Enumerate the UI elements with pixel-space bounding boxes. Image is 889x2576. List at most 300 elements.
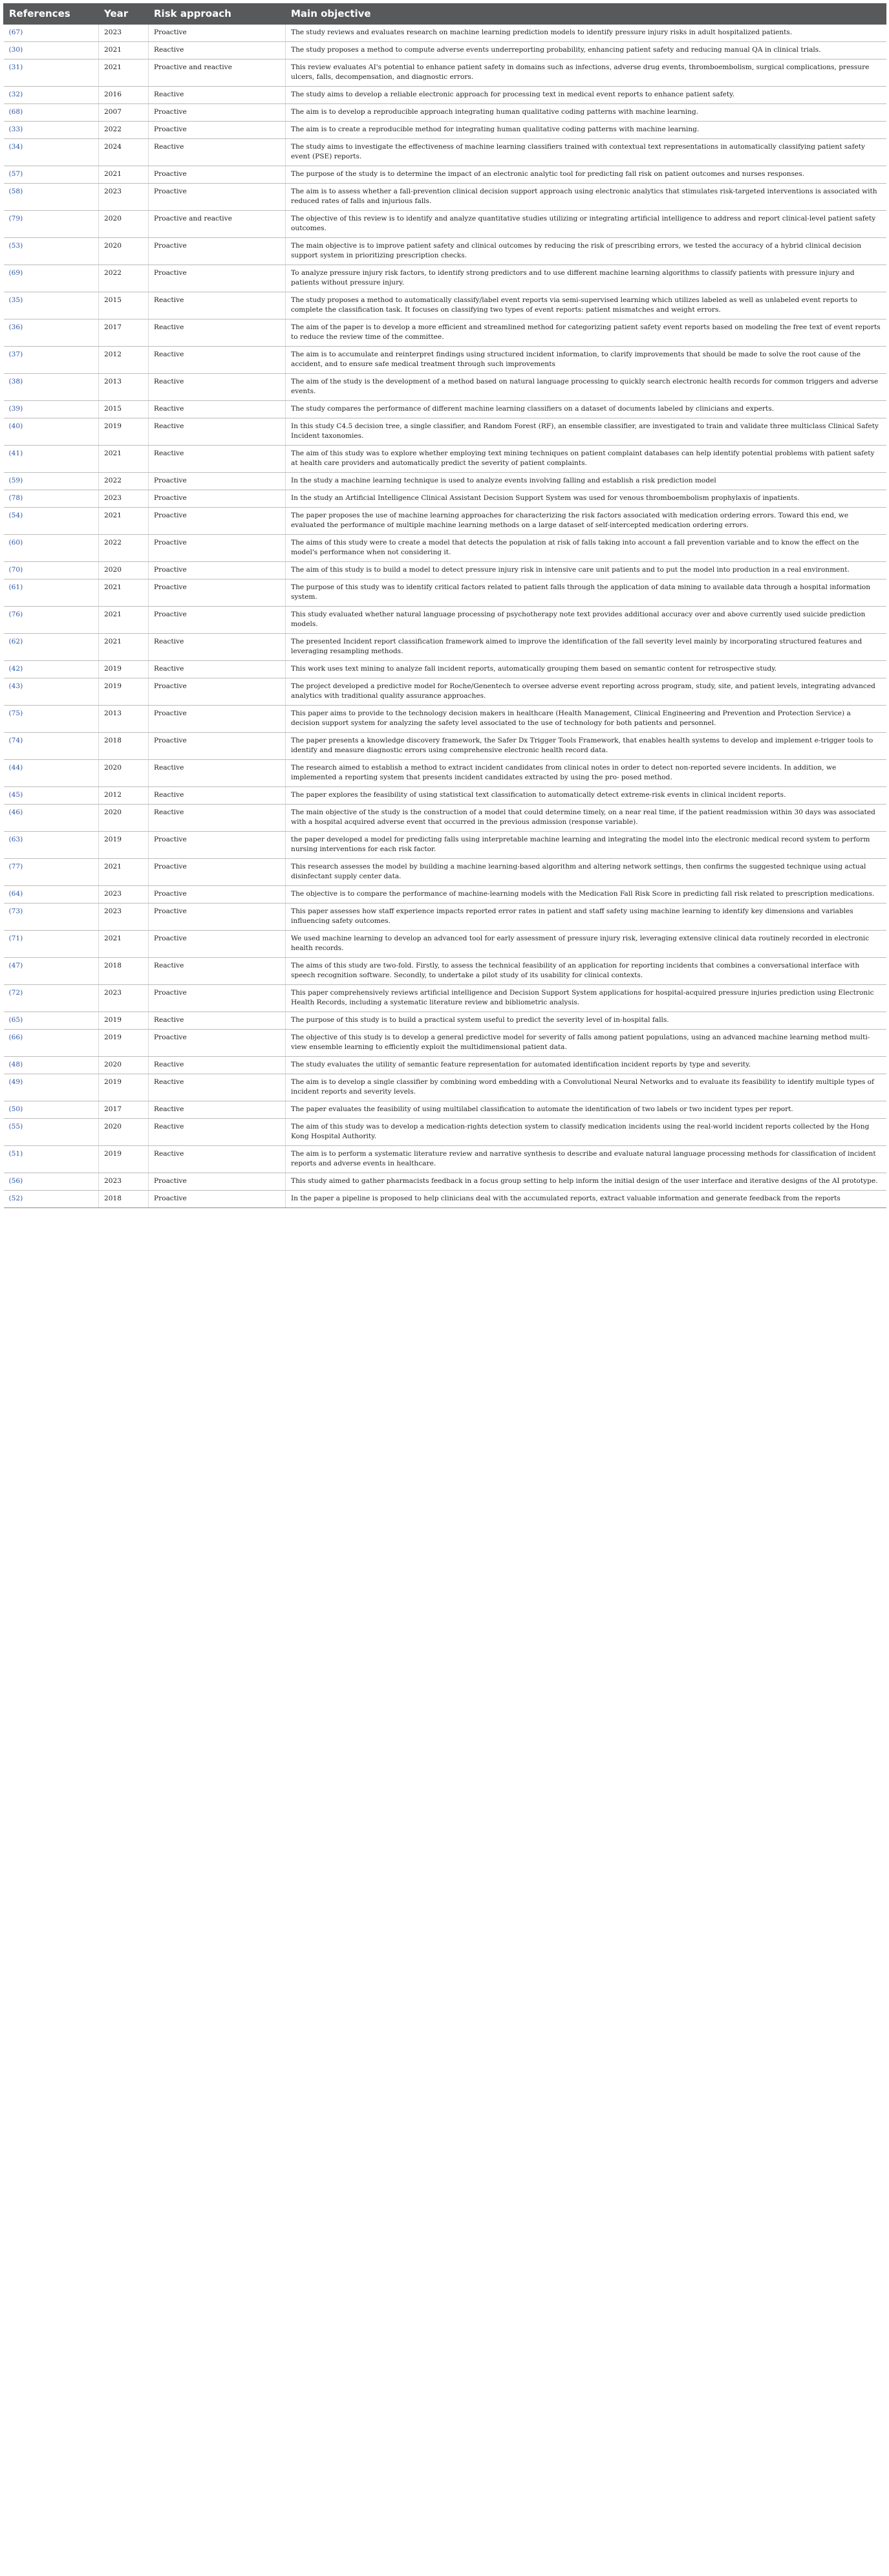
- table-row: [4, 347, 886, 374]
- risk-approach-cell: Reactive: [149, 958, 286, 985]
- risk-approach-cell: Proactive: [149, 535, 286, 562]
- year-cell: 2021: [99, 508, 149, 535]
- table-row: [4, 1191, 886, 1208]
- year-cell: 2019: [99, 1074, 149, 1101]
- main-objective-cell: In the study a machine learning technique is used to analyze events involving falling and establish a risk prediction model: [286, 473, 886, 490]
- table-row: [4, 1074, 886, 1101]
- risk-approach-cell: Reactive: [149, 42, 286, 60]
- table-row: [4, 122, 886, 139]
- year-cell: 2021: [99, 446, 149, 473]
- main-objective-cell: The paper evaluates the feasibility of using multilabel classification to automate the identification of two labels or two incident types per report.: [286, 1101, 886, 1119]
- reference-cell: [4, 122, 99, 139]
- table-row: [4, 904, 886, 931]
- main-objective-cell: The aims of this study are two-fold. Firstly, to assess the technical feasibility of an application for reporting incidents that combines a conversational interface with speech recognition software. Secondly, to undertake a pilot study of its usability for clinical contexts.: [286, 958, 886, 985]
- main-objective-cell: To analyze pressure injury risk factors, to identify strong predictors and to use different machine learning algorithms to classify patients with pressure injury and patients without pressure injury.: [286, 265, 886, 292]
- year-cell: 2022: [99, 535, 149, 562]
- reference-link[interactable]: (64): [8, 890, 23, 898]
- year-cell: 2019: [99, 1146, 149, 1173]
- table-row: [4, 931, 886, 958]
- header-year: Year: [99, 4, 149, 25]
- reference-cell: [4, 401, 99, 418]
- reference-cell: [4, 706, 99, 733]
- main-objective-cell: The objective of this study is to develop a general predictive model for severity of falls among patient populations, using an advanced machine learning method multi-view ensemble learning to efficiently exploit the multidimensional patient data.: [286, 1030, 886, 1057]
- risk-approach-cell: Proactive and reactive: [149, 60, 286, 87]
- risk-approach-cell: Reactive: [149, 374, 286, 401]
- risk-approach-cell: Reactive: [149, 1101, 286, 1119]
- reference-link[interactable]: (51): [8, 1150, 23, 1158]
- risk-approach-cell: Proactive: [149, 607, 286, 634]
- main-objective-cell: the paper developed a model for predicting falls using interpretable machine learning and integrating the model into the electronic medical record system to perform nursing interventions for each risk factor.: [286, 832, 886, 859]
- year-cell: 2021: [99, 60, 149, 87]
- table-row: [4, 1057, 886, 1074]
- reference-cell: [4, 104, 99, 122]
- year-cell: 2023: [99, 886, 149, 904]
- reference-link[interactable]: (61): [8, 583, 23, 591]
- year-cell: 2019: [99, 1030, 149, 1057]
- table-row: [4, 733, 886, 760]
- header-references: References: [4, 4, 99, 25]
- main-objective-cell: The project developed a predictive model for Roche/Genentech to oversee adverse event reporting across program, study, site, and patient levels, integrating advanced analytics with traditional quality assurance approaches.: [286, 678, 886, 706]
- reference-link[interactable]: (55): [8, 1123, 23, 1131]
- main-objective-cell: The study proposes a method to compute adverse events underreporting probability, enhancing patient safety and reducing manual QA in clinical trials.: [286, 42, 886, 60]
- risk-approach-cell: Proactive: [149, 859, 286, 886]
- reference-cell: [4, 418, 99, 446]
- reference-link[interactable]: (46): [8, 808, 23, 816]
- reference-cell: [4, 859, 99, 886]
- table-row: [4, 1146, 886, 1173]
- risk-approach-cell: Proactive: [149, 184, 286, 211]
- year-cell: 2018: [99, 958, 149, 985]
- risk-approach-cell: Reactive: [149, 446, 286, 473]
- reference-cell: [4, 1012, 99, 1030]
- reference-cell: [4, 42, 99, 60]
- reference-link[interactable]: (59): [8, 477, 23, 484]
- reference-cell: [4, 1119, 99, 1146]
- table-row: [4, 958, 886, 985]
- reference-link[interactable]: (56): [8, 1177, 23, 1185]
- risk-approach-cell: Reactive: [149, 805, 286, 832]
- risk-approach-cell: Proactive: [149, 1173, 286, 1191]
- year-cell: 2023: [99, 184, 149, 211]
- main-objective-cell: The study aims to develop a reliable electronic approach for processing text in medical event reports to enhance patient safety.: [286, 87, 886, 104]
- main-objective-cell: The study compares the performance of different machine learning classifiers on a dataset of documents labeled by clinicians and experts.: [286, 401, 886, 418]
- reference-link[interactable]: (54): [8, 512, 23, 519]
- main-objective-cell: The study proposes a method to automatically classify/label event reports via semi-supervised learning which utilizes labeled as well as unlabeled event reports to complete the classification task. It focuses on classifying two types of event reports: patient mismatches and weight errors.: [286, 292, 886, 319]
- risk-approach-cell: Proactive: [149, 1030, 286, 1057]
- year-cell: 2020: [99, 805, 149, 832]
- main-objective-cell: The objective of this review is to identify and analyze quantitative studies utilizing or integrating artificial intelligence to address and report clinical-level patient safety outcomes.: [286, 211, 886, 238]
- reference-cell: [4, 1030, 99, 1057]
- risk-approach-cell: Reactive: [149, 139, 286, 166]
- table-row: [4, 634, 886, 661]
- reference-link[interactable]: (69): [8, 269, 23, 277]
- reference-link[interactable]: (52): [8, 1195, 23, 1202]
- table-row: [4, 104, 886, 122]
- year-cell: 2012: [99, 787, 149, 805]
- risk-approach-cell: Reactive: [149, 319, 286, 347]
- main-objective-cell: The aim of the paper is to develop a more efficient and streamlined method for categorizing patient safety event reports based on modeling the free text of event reports to reduce the review time of the committee.: [286, 319, 886, 347]
- reference-link[interactable]: (65): [8, 1016, 23, 1024]
- reference-link[interactable]: (48): [8, 1061, 23, 1068]
- year-cell: 2021: [99, 579, 149, 607]
- reference-link[interactable]: (70): [8, 566, 23, 574]
- reference-cell: [4, 1146, 99, 1173]
- reference-cell: [4, 579, 99, 607]
- year-cell: 2021: [99, 859, 149, 886]
- risk-approach-cell: Reactive: [149, 87, 286, 104]
- table-row: [4, 184, 886, 211]
- reference-link[interactable]: (53): [8, 242, 23, 250]
- reference-link[interactable]: (41): [8, 449, 23, 457]
- main-objective-cell: The objective is to compare the performance of machine-learning models with the Medication Fall Risk Score in predicting fall risk related to prescription medications.: [286, 886, 886, 904]
- table-row: [4, 25, 886, 42]
- reference-cell: [4, 985, 99, 1012]
- reference-link[interactable]: (34): [8, 143, 23, 151]
- reference-link[interactable]: (43): [8, 682, 23, 690]
- reference-link[interactable]: (75): [8, 709, 23, 717]
- year-cell: 2013: [99, 706, 149, 733]
- main-objective-cell: In the paper a pipeline is proposed to help clinicians deal with the accumulated reports, extract valuable information and generate feedback from the reports: [286, 1191, 886, 1208]
- risk-approach-cell: Proactive and reactive: [149, 211, 286, 238]
- reference-cell: [4, 1173, 99, 1191]
- reference-cell: [4, 886, 99, 904]
- year-cell: 2007: [99, 104, 149, 122]
- year-cell: 2023: [99, 25, 149, 42]
- table-row: [4, 1012, 886, 1030]
- main-objective-cell: This study evaluated whether natural language processing of psychotherapy note text provides additional accuracy over and above currently used suicide prediction models.: [286, 607, 886, 634]
- risk-approach-cell: Proactive: [149, 904, 286, 931]
- main-objective-cell: The aim of this study was to develop a medication-rights detection system to classify medication incidents using the real-world incident reports collected by the Hong Kong Hospital Authority.: [286, 1119, 886, 1146]
- table-row: [4, 1101, 886, 1119]
- table-row: [4, 401, 886, 418]
- main-objective-cell: The paper presents a knowledge discovery framework, the Safer Dx Trigger Tools Framework, that enables health systems to develop and implement e-trigger tools to identify and measure diagnostic errors using comprehensive electronic health record data.: [286, 733, 886, 760]
- year-cell: 2020: [99, 562, 149, 579]
- reference-cell: [4, 166, 99, 184]
- main-objective-cell: This paper assesses how staff experience impacts reported error rates in patient and staff safety using machine learning to identify key dimensions and variables influencing safety outcomes.: [286, 904, 886, 931]
- risk-approach-cell: Proactive: [149, 265, 286, 292]
- reference-link[interactable]: (44): [8, 764, 23, 772]
- risk-approach-cell: Proactive: [149, 473, 286, 490]
- reference-cell: [4, 678, 99, 706]
- year-cell: 2023: [99, 904, 149, 931]
- reference-cell: [4, 760, 99, 787]
- year-cell: 2017: [99, 319, 149, 347]
- year-cell: 2019: [99, 832, 149, 859]
- risk-approach-cell: Proactive: [149, 490, 286, 508]
- reference-cell: [4, 958, 99, 985]
- reference-cell: [4, 607, 99, 634]
- reference-link[interactable]: (39): [8, 405, 23, 413]
- table-row: [4, 508, 886, 535]
- table-row: [4, 562, 886, 579]
- reference-link[interactable]: (77): [8, 863, 23, 871]
- table-row: [4, 607, 886, 634]
- reference-cell: [4, 446, 99, 473]
- year-cell: 2021: [99, 931, 149, 958]
- year-cell: 2020: [99, 211, 149, 238]
- reference-cell: [4, 805, 99, 832]
- reference-cell: [4, 1191, 99, 1208]
- reference-cell: [4, 1074, 99, 1101]
- year-cell: 2022: [99, 122, 149, 139]
- table-row: [4, 374, 886, 401]
- reference-cell: [4, 87, 99, 104]
- table-row: [4, 139, 886, 166]
- reference-link[interactable]: (50): [8, 1105, 23, 1113]
- table-row: [4, 706, 886, 733]
- reference-link[interactable]: (40): [8, 422, 23, 430]
- table-row: [4, 886, 886, 904]
- table-row: [4, 446, 886, 473]
- reference-cell: [4, 904, 99, 931]
- header-row: [4, 4, 886, 25]
- table-row: [4, 832, 886, 859]
- reference-link[interactable]: (37): [8, 351, 23, 358]
- reference-cell: [4, 238, 99, 265]
- table-row: [4, 238, 886, 265]
- risk-approach-cell: Proactive: [149, 678, 286, 706]
- year-cell: 2013: [99, 374, 149, 401]
- reference-link[interactable]: (62): [8, 638, 23, 645]
- reference-cell: [4, 490, 99, 508]
- table-row: [4, 473, 886, 490]
- reference-link[interactable]: (31): [8, 63, 23, 71]
- reference-cell: [4, 733, 99, 760]
- reference-link[interactable]: (38): [8, 378, 23, 385]
- year-cell: 2020: [99, 760, 149, 787]
- reference-link[interactable]: (58): [8, 188, 23, 195]
- risk-approach-cell: Proactive: [149, 733, 286, 760]
- year-cell: 2019: [99, 1012, 149, 1030]
- risk-approach-cell: Reactive: [149, 1012, 286, 1030]
- main-objective-cell: This paper aims to provide to the technology decision makers in healthcare (Health Management, Clinical Engineering and Prevention and Protection Service) a decision support system for analyzing the safety level associated to the use of technology for both patients and personnel.: [286, 706, 886, 733]
- reference-cell: [4, 265, 99, 292]
- risk-approach-cell: Proactive: [149, 508, 286, 535]
- reference-cell: [4, 562, 99, 579]
- year-cell: 2017: [99, 1101, 149, 1119]
- table-row: [4, 661, 886, 678]
- reference-cell: [4, 832, 99, 859]
- risk-approach-cell: Proactive: [149, 238, 286, 265]
- year-cell: 2022: [99, 473, 149, 490]
- risk-approach-cell: Reactive: [149, 401, 286, 418]
- year-cell: 2024: [99, 139, 149, 166]
- year-cell: 2019: [99, 678, 149, 706]
- year-cell: 2020: [99, 1119, 149, 1146]
- main-objective-cell: The purpose of this study is to build a practical system useful to predict the severity level of in-hospital falls.: [286, 1012, 886, 1030]
- reference-cell: [4, 634, 99, 661]
- reference-link[interactable]: (74): [8, 737, 23, 744]
- year-cell: 2019: [99, 661, 149, 678]
- year-cell: 2023: [99, 985, 149, 1012]
- reference-link[interactable]: (60): [8, 539, 23, 547]
- year-cell: 2020: [99, 1057, 149, 1074]
- risk-approach-cell: Reactive: [149, 661, 286, 678]
- reference-link[interactable]: (68): [8, 108, 23, 116]
- reference-link[interactable]: (57): [8, 170, 23, 178]
- year-cell: 2020: [99, 238, 149, 265]
- year-cell: 2019: [99, 418, 149, 446]
- reference-link[interactable]: (47): [8, 962, 23, 969]
- year-cell: 2018: [99, 1191, 149, 1208]
- year-cell: 2022: [99, 265, 149, 292]
- references-table: [3, 3, 886, 1208]
- main-objective-cell: The study aims to investigate the effectiveness of machine learning classifiers trained with contextual text representations in automatically classifying patient safety event (PSE) reports.: [286, 139, 886, 166]
- main-objective-cell: The aim is to perform a systematic literature review and narrative synthesis to describe and evaluate natural language processing methods for classification of incident reports and adverse events in healthcare.: [286, 1146, 886, 1173]
- reference-link[interactable]: (72): [8, 989, 23, 997]
- reference-cell: [4, 184, 99, 211]
- main-objective-cell: We used machine learning to develop an advanced tool for early assessment of pressure injury risk, leveraging extensive clinical data routinely recorded in electronic health records.: [286, 931, 886, 958]
- year-cell: 2015: [99, 401, 149, 418]
- year-cell: 2021: [99, 634, 149, 661]
- main-objective-cell: The aim is to develop a single classifier by combining word embedding with a Convolutional Neural Networks and to evaluate its feasibility to identify multiple types of incident reports and severity levels.: [286, 1074, 886, 1101]
- risk-approach-cell: Proactive: [149, 706, 286, 733]
- table-row: [4, 859, 886, 886]
- risk-approach-cell: Reactive: [149, 347, 286, 374]
- risk-approach-cell: Proactive: [149, 166, 286, 184]
- risk-approach-cell: Proactive: [149, 562, 286, 579]
- table-row: [4, 418, 886, 446]
- main-objective-cell: The paper proposes the use of machine learning approaches for characterizing the risk factors associated with medication ordering errors. Toward this end, we evaluated the performance of multiple machine learning methods on a large dataset of self-intercepted medication ordering errors.: [286, 508, 886, 535]
- main-objective-cell: The aim of the study is the development of a method based on natural language processing to quickly search electronic health records for common triggers and adverse events.: [286, 374, 886, 401]
- reference-link[interactable]: (63): [8, 836, 23, 843]
- reference-link[interactable]: (45): [8, 791, 23, 799]
- reference-cell: [4, 661, 99, 678]
- table-row: [4, 60, 886, 87]
- reference-cell: [4, 374, 99, 401]
- reference-cell: [4, 473, 99, 490]
- reference-cell: [4, 787, 99, 805]
- risk-approach-cell: Proactive: [149, 832, 286, 859]
- reference-link[interactable]: (35): [8, 296, 23, 304]
- main-objective-cell: This research assesses the model by building a machine learning-based algorithm and altering network settings, then confirms the suggested technique using actual disinfectant supply center data.: [286, 859, 886, 886]
- reference-cell: [4, 1057, 99, 1074]
- reference-link[interactable]: (33): [8, 125, 23, 133]
- reference-link[interactable]: (67): [8, 28, 23, 36]
- main-objective-cell: The aim is to accumulate and reinterpret findings using structured incident information, to clarify improvements that should be made to solve the root cause of the accident, and to ensure safe medical treatment through such improvements: [286, 347, 886, 374]
- reference-cell: [4, 60, 99, 87]
- table-row: [4, 265, 886, 292]
- main-objective-cell: The aim of this study was to explore whether employing text mining techniques on patient complaint databases can help identify potential problems with patient safety at health care providers and automatically predict the severity of patient complaints.: [286, 446, 886, 473]
- main-objective-cell: This review evaluates AI's potential to enhance patient safety in domains such as infections, adverse drug events, thromboembolism, surgical complications, pressure ulcers, falls, decompensation, and diagnostic errors.: [286, 60, 886, 87]
- table-row: [4, 805, 886, 832]
- reference-cell: [4, 508, 99, 535]
- risk-approach-cell: Reactive: [149, 1074, 286, 1101]
- table-row: [4, 1119, 886, 1146]
- year-cell: 2016: [99, 87, 149, 104]
- reference-cell: [4, 347, 99, 374]
- main-objective-cell: In the study an Artificial Intelligence Clinical Assistant Decision Support System was used for venous thromboembolism prophylaxis of inpatients.: [286, 490, 886, 508]
- table-row: [4, 985, 886, 1012]
- main-objective-cell: The research aimed to establish a method to extract incident candidates from clinical notes in order to detect non-reported severe incidents. In addition, we implemented a reporting system that presents incident candidates extracted by using the pro- posed method.: [286, 760, 886, 787]
- risk-approach-cell: Proactive: [149, 985, 286, 1012]
- reference-link[interactable]: (73): [8, 907, 23, 915]
- reference-link[interactable]: (66): [8, 1034, 23, 1041]
- main-objective-cell: The presented Incident report classification framework aimed to improve the identification of the fall severity level mainly by incorporating structured features and leveraging resampling methods.: [286, 634, 886, 661]
- reference-link[interactable]: (79): [8, 215, 23, 222]
- year-cell: 2021: [99, 42, 149, 60]
- reference-cell: [4, 319, 99, 347]
- reference-link[interactable]: (32): [8, 91, 23, 98]
- reference-link[interactable]: (36): [8, 323, 23, 331]
- reference-cell: [4, 1101, 99, 1119]
- risk-approach-cell: Reactive: [149, 760, 286, 787]
- risk-approach-cell: Proactive: [149, 122, 286, 139]
- table-row: [4, 1030, 886, 1057]
- risk-approach-cell: Reactive: [149, 634, 286, 661]
- risk-approach-cell: Reactive: [149, 1057, 286, 1074]
- risk-approach-cell: Reactive: [149, 1146, 286, 1173]
- reference-cell: [4, 931, 99, 958]
- reference-link[interactable]: (49): [8, 1078, 23, 1086]
- main-objective-cell: This study aimed to gather pharmacists feedback in a focus group setting to help inform the initial design of the user interface and iterative designs of the AI prototype.: [286, 1173, 886, 1191]
- year-cell: 2021: [99, 166, 149, 184]
- table-row: [4, 787, 886, 805]
- table-row: [4, 87, 886, 104]
- risk-approach-cell: Reactive: [149, 1119, 286, 1146]
- table-row: [4, 1173, 886, 1191]
- reference-cell: [4, 139, 99, 166]
- risk-approach-cell: Proactive: [149, 104, 286, 122]
- risk-approach-cell: Proactive: [149, 25, 286, 42]
- main-objective-cell: The paper explores the feasibility of using statistical text classification to automatically detect extreme-risk events in clinical incident reports.: [286, 787, 886, 805]
- reference-cell: [4, 25, 99, 42]
- main-objective-cell: The aim is to develop a reproducible approach integrating human qualitative coding patterns with machine learning.: [286, 104, 886, 122]
- reference-cell: [4, 292, 99, 319]
- main-objective-cell: The main objective of the study is the construction of a model that could determine timely, on a near real time, if the patient readmission within 30 days was associated with a hospital acquired adverse event that occurred in the previous admission (response variable).: [286, 805, 886, 832]
- year-cell: 2015: [99, 292, 149, 319]
- risk-approach-cell: Proactive: [149, 579, 286, 607]
- reference-cell: [4, 535, 99, 562]
- main-objective-cell: The aim is to assess whether a fall-prevention clinical decision support approach using electronic analytics that stimulates risk-targeted interventions is associated with reduced rates of falls and injurious falls.: [286, 184, 886, 211]
- risk-approach-cell: Proactive: [149, 886, 286, 904]
- year-cell: 2021: [99, 607, 149, 634]
- main-objective-cell: The aim is to create a reproducible method for integrating human qualitative coding patterns with machine learning.: [286, 122, 886, 139]
- main-objective-cell: The purpose of the study is to determine the impact of an electronic analytic tool for predicting fall risk on patient outcomes and nurses responses.: [286, 166, 886, 184]
- table-row: [4, 760, 886, 787]
- risk-approach-cell: Reactive: [149, 418, 286, 446]
- table-row: [4, 211, 886, 238]
- reference-link[interactable]: (71): [8, 935, 23, 942]
- main-objective-cell: The purpose of this study was to identify critical factors related to patient falls through the application of data mining to available data through a hospital information system.: [286, 579, 886, 607]
- main-objective-cell: This work uses text mining to analyze fall incident reports, automatically grouping them based on semantic content for retrospective study.: [286, 661, 886, 678]
- risk-approach-cell: Reactive: [149, 787, 286, 805]
- header-main-objective: Main objective: [286, 4, 886, 25]
- year-cell: 2018: [99, 733, 149, 760]
- risk-approach-cell: Reactive: [149, 292, 286, 319]
- table-row: [4, 292, 886, 319]
- table-row: [4, 678, 886, 706]
- header-risk-approach: Risk approach: [149, 4, 286, 25]
- main-objective-cell: This paper comprehensively reviews artificial intelligence and Decision Support System applications for hospital-acquired pressure injuries prediction using Electronic Health Records, including a systematic literature review and bibliometric analysis.: [286, 985, 886, 1012]
- main-objective-cell: The aims of this study were to create a model that detects the population at risk of falls taking into account a fall prevention variable and to know the effect on the model's performance when not considering it.: [286, 535, 886, 562]
- table-row: [4, 490, 886, 508]
- year-cell: 2023: [99, 490, 149, 508]
- table-row: [4, 42, 886, 60]
- table-body: [4, 25, 886, 1208]
- year-cell: 2012: [99, 347, 149, 374]
- reference-link[interactable]: (76): [8, 611, 23, 618]
- table-row: [4, 579, 886, 607]
- year-cell: 2023: [99, 1173, 149, 1191]
- reference-cell: [4, 211, 99, 238]
- main-objective-cell: The main objective is to improve patient safety and clinical outcomes by reducing the risk of prescribing errors, we tested the accuracy of a hybrid clinical decision support system in prioritizing prescription checks.: [286, 238, 886, 265]
- reference-link[interactable]: (42): [8, 665, 23, 673]
- main-objective-cell: In this study C4.5 decision tree, a single classifier, and Random Forest (RF), an ensemble classifier, are investigated to train and validate three multiclass Clinical Safety Incident taxonomies.: [286, 418, 886, 446]
- main-objective-cell: The aim of this study is to build a model to detect pressure injury risk in intensive care unit patients and to put the model into production in a real environment.: [286, 562, 886, 579]
- reference-link[interactable]: (30): [8, 46, 23, 54]
- reference-link[interactable]: (78): [8, 494, 23, 502]
